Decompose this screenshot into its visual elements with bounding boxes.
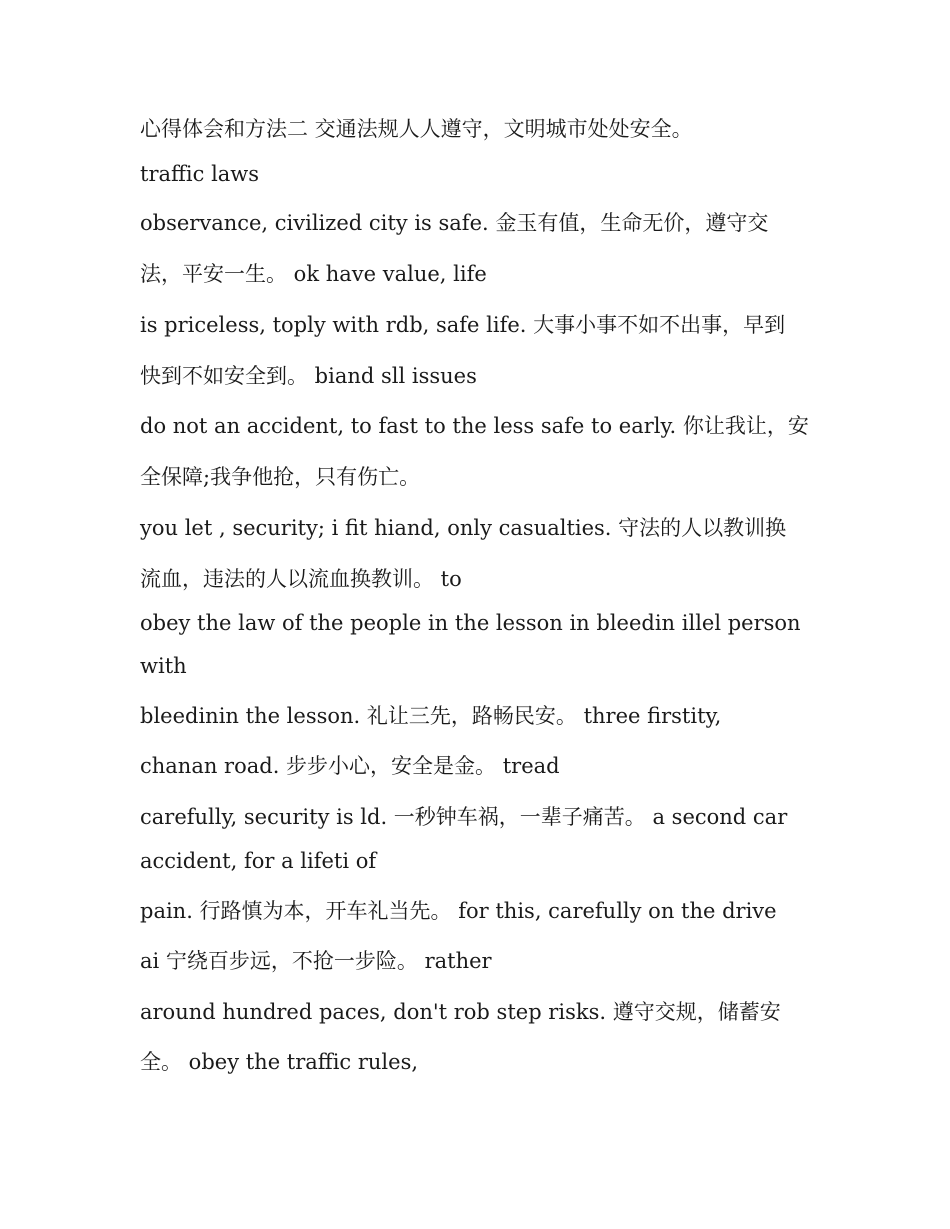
text-line: you let , security; i fit hiand, only casualties. 守法的人以教训换 <box>140 516 787 540</box>
text-line: 心得体会和方法二 交通法规人人遵守，文明城市处处安全。 <box>140 117 693 141</box>
text-line: is priceless, toply with rdb, safe life. 大事小事不如不出事，早到 <box>140 313 786 337</box>
text-line: 全。 obey the traffic rules, <box>140 1050 419 1074</box>
text-line: 法，平安一生。 ok have value, life <box>140 262 487 286</box>
text-line: obey the law of the people in the lesson in bleedin illel person <box>140 611 801 635</box>
text-line: pain. 行路慎为本，开车礼当先。 for this, carefully on the drive <box>140 899 777 923</box>
text-line: chanan road. 步步小心，安全是金。 tread <box>140 754 560 778</box>
text-line: bleedinin the lesson. 礼让三先，路畅民安。 three firstity, <box>140 704 722 728</box>
text-line: accident, for a lifeti of <box>140 849 377 873</box>
text-line: around hundred paces, don't rob step risks. 遵守交规，储蓄安 <box>140 1000 781 1024</box>
text-line: 流血，违法的人以流血换教训。 to <box>140 567 462 591</box>
text-line: observance, civilized city is safe. 金玉有值，生命无价，遵守交 <box>140 211 769 235</box>
text-line: traffic laws <box>140 162 260 186</box>
text-line: 快到不如安全到。 biand sll issues <box>140 364 477 388</box>
text-line: 全保障;我争他抢，只有伤亡。 <box>140 465 421 489</box>
text-line: ai 宁绕百步远，不抢一步险。 rather <box>140 949 492 973</box>
text-line: carefully, security is ld. 一秒钟车祸，一辈子痛苦。 a second car <box>140 805 788 829</box>
text-line: with <box>140 654 187 678</box>
text-line: do not an accident, to fast to the less safe to early. 你让我让，安 <box>140 414 809 438</box>
